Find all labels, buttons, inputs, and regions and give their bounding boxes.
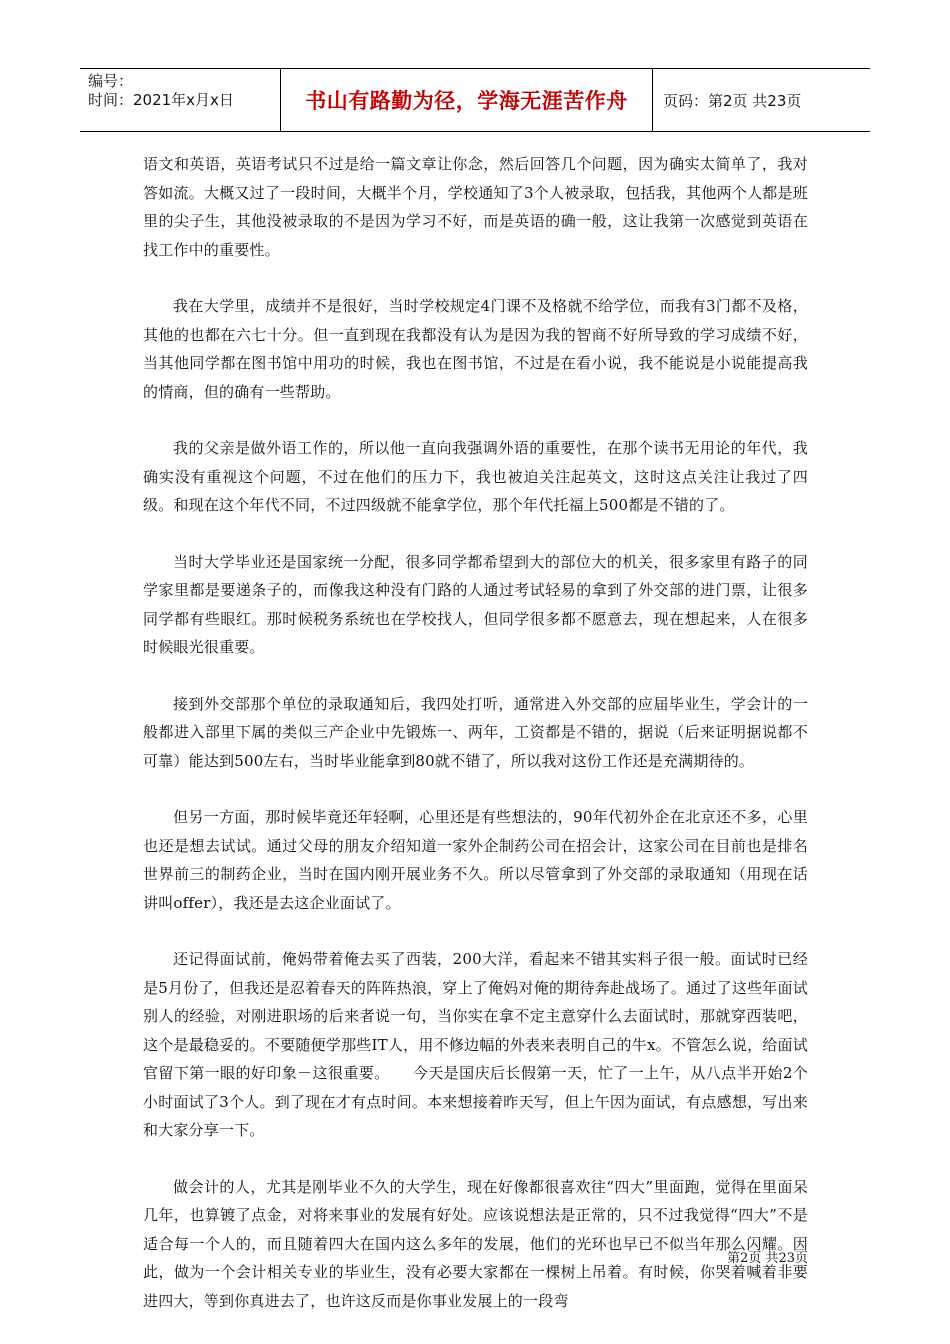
paragraph: 做会计的人，尤其是刚毕业不久的大学生，现在好像都很喜欢往“四大”里面跑，觉得在里面呆几年，也算镀了点金，对将来事业的发展有好处。应该说想法是正常的，只不过我觉得“四大”不是适合每一个人的，而且随着四大在国内这么多年的发展，他们的光环也早已不似当年那么闪耀。因此，做为一个会计相关专业的毕业生，没有必要大家都在一棵树上吊着。有时候，你哭着喊着非要进四大，等到你真进去了，也许这反而是你事业发展上的一段弯 — [143, 1177, 808, 1310]
document-body — [143, 150, 808, 1343]
document-time-label: 时间：2021年x月x日 — [88, 91, 234, 109]
paragraph: 语文和英语，英语考试只不过是给一篇文章让你念，然后回答几个问题，因为确实太简单了，我对答如流。大概又过了一段时间，大概半个月，学校通知了3个人被录取，包括我，其他两个人都是班里的尖子生，其他没被录取的不是因为学习不好，而是英语的确一般，这让我第一次感觉到英语在找工作中的重要性。 — [143, 155, 808, 259]
paragraph: 我在大学里，成绩并不是很好，当时学校规定4门课不及格就不给学位，而我有3门都不及格，其他的也都在六七十分。但一直到现在我都没有认为是因为我的智商不好所导致的学习成绩不好，当其他同学都在图书馆中用功的时候，我也在图书馆，不过是在看小说，我不能说是小说能提高我的情商，但的确有一些帮助。 — [143, 297, 808, 401]
header-meta — [80, 69, 281, 131]
document-number-label: 编号： — [88, 72, 134, 90]
page-footer: 第2页 共23页 — [727, 1251, 808, 1266]
paragraph: 当时大学毕业还是国家统一分配，很多同学都希望到大的部位大的机关，很多家里有路子的同学家里都是要递条子的，而像我这种没有门路的人通过考试轻易的拿到了外交部的进门票，让很多同学都有些眼红。那时候税务系统也在学校找人，但同学很多都不愿意去，现在想起来，人在很多时候眼光很重要。 — [143, 552, 808, 656]
paragraph: 但另一方面，那时候毕竟还年轻啊，心里还是有些想法的，90年代初外企在北京还不多，心里也还是想去试试。通过父母的朋友介绍知道一家外企制药公司在招会计，这家公司在目前也是排名世界前三的制药企业，当时在国内刚开展业务不久。所以尽管拿到了外交部的录取通知（用现在话讲叫offer），我还是去这企业面试了。 — [143, 808, 808, 912]
paragraph: 接到外交部那个单位的录取通知后，我四处打听，通常进入外交部的应届毕业生，学会计的一般都进入部里下属的类似三产企业中先锻炼一、两年，工资都是不错的，据说（后来证明据说都不可靠）能达到500左右，当时毕业能拿到80就不错了，所以我对这份工作还是充满期待的。 — [143, 694, 808, 770]
paragraph: 还记得面试前，俺妈带着俺去买了西装，200大洋，看起来不错其实料子很一般。面试时已经是5月份了，但我还是忍着春天的阵阵热浪，穿上了俺妈对俺的期待奔赴战场了。通过了这些年面试别人的经验，对刚进职场的后来者说一句，当你实在拿不定主意穿什么去面试时，那就穿西装吧，这个是最稳妥的。不要随便学那些IT人，用不修边幅的外表来表明自己的牛x。不管怎么说，给面试官留下第一眼的好印象－这很重要。 今天是国庆后长假第一天，忙了一上午，从八点半开始2个小时面试了3个人。到了现在才有点时间。本来想接着昨天写，但上午因为面试，有点感想，写出来和大家分享一下。 — [143, 950, 808, 1139]
header-motto: 书山有路勤为径，学海无涯苦作舟 — [281, 69, 653, 131]
page-header — [80, 68, 870, 132]
header-page-info: 页码：第2页 共23页 — [663, 91, 802, 110]
paragraph: 我的父亲是做外语工作的，所以他一直向我强调外语的重要性，在那个读书无用论的年代，我确实没有重视这个问题，不过在他们的压力下，我也被迫关注起英文，这时这点关注让我过了四级。和现在这个年代不同，不过四级就不能拿学位，那个年代托福上500都是不错的了。 — [143, 439, 808, 514]
